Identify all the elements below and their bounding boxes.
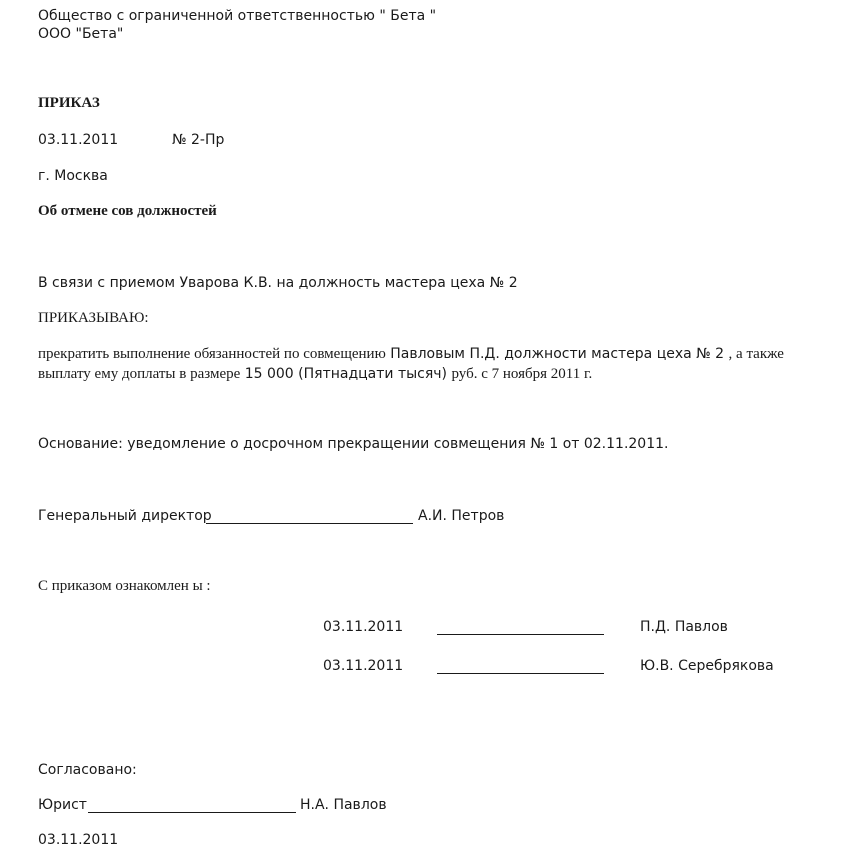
- order-date: 03.11.2011: [38, 132, 119, 148]
- order-city: г. Москва: [38, 168, 108, 184]
- instruction-line2-start: выплату ему доплаты в размере: [38, 366, 241, 382]
- order-subject: Об отмене сов должностей: [38, 203, 217, 219]
- approval-date: 03.11.2011: [38, 832, 119, 848]
- instruction-line1-end: , а также: [728, 346, 784, 362]
- order-number: № 2-Пр: [172, 132, 225, 148]
- approval-label: Согласовано:: [38, 762, 137, 778]
- instruction-line2-end: руб. с 7 ноября 2011 г.: [451, 366, 593, 382]
- approval-signature-line: [88, 812, 296, 813]
- reason-text: В связи с приемом Уварова К.В. на должность мастера цеха № 2: [38, 275, 518, 291]
- instruction-line-1: [38, 346, 784, 362]
- instruction-subject: Павловым П.Д. должности мастера цеха № 2: [390, 346, 725, 362]
- acquainted-date-1: 03.11.2011: [323, 619, 404, 635]
- basis-text: Основание: уведомление о досрочном прекращении совмещения № 1 от 02.11.2011.: [38, 436, 669, 452]
- director-name: А.И. Петров: [418, 508, 505, 524]
- approval-name: Н.А. Павлов: [300, 797, 387, 813]
- director-label: Генеральный директор: [38, 508, 212, 524]
- director-signature-line: [206, 523, 413, 524]
- acquainted-signature-line-2: [437, 673, 604, 674]
- acquainted-date-2: 03.11.2011: [323, 658, 404, 674]
- acquainted-name-1: П.Д. Павлов: [640, 619, 728, 635]
- acquainted-name-2: Ю.В. Серебрякова: [640, 658, 774, 674]
- company-full-name: Общество с ограниченной ответственностью " Бета ": [38, 8, 437, 24]
- acquainted-signature-line-1: [437, 634, 604, 635]
- order-word: ПРИКАЗЫВАЮ:: [38, 310, 149, 326]
- approval-role: Юрист: [38, 797, 87, 813]
- instruction-amount: 15 000 (Пятнадцати тысяч): [244, 366, 448, 382]
- instruction-line-2: [38, 366, 592, 382]
- company-short-name: ООО "Бета": [38, 26, 124, 42]
- instruction-prefix: прекратить выполнение обязанностей по совмещению: [38, 346, 386, 362]
- acquainted-label: С приказом ознакомлен ы :: [38, 578, 211, 594]
- order-title: ПРИКАЗ: [38, 95, 100, 111]
